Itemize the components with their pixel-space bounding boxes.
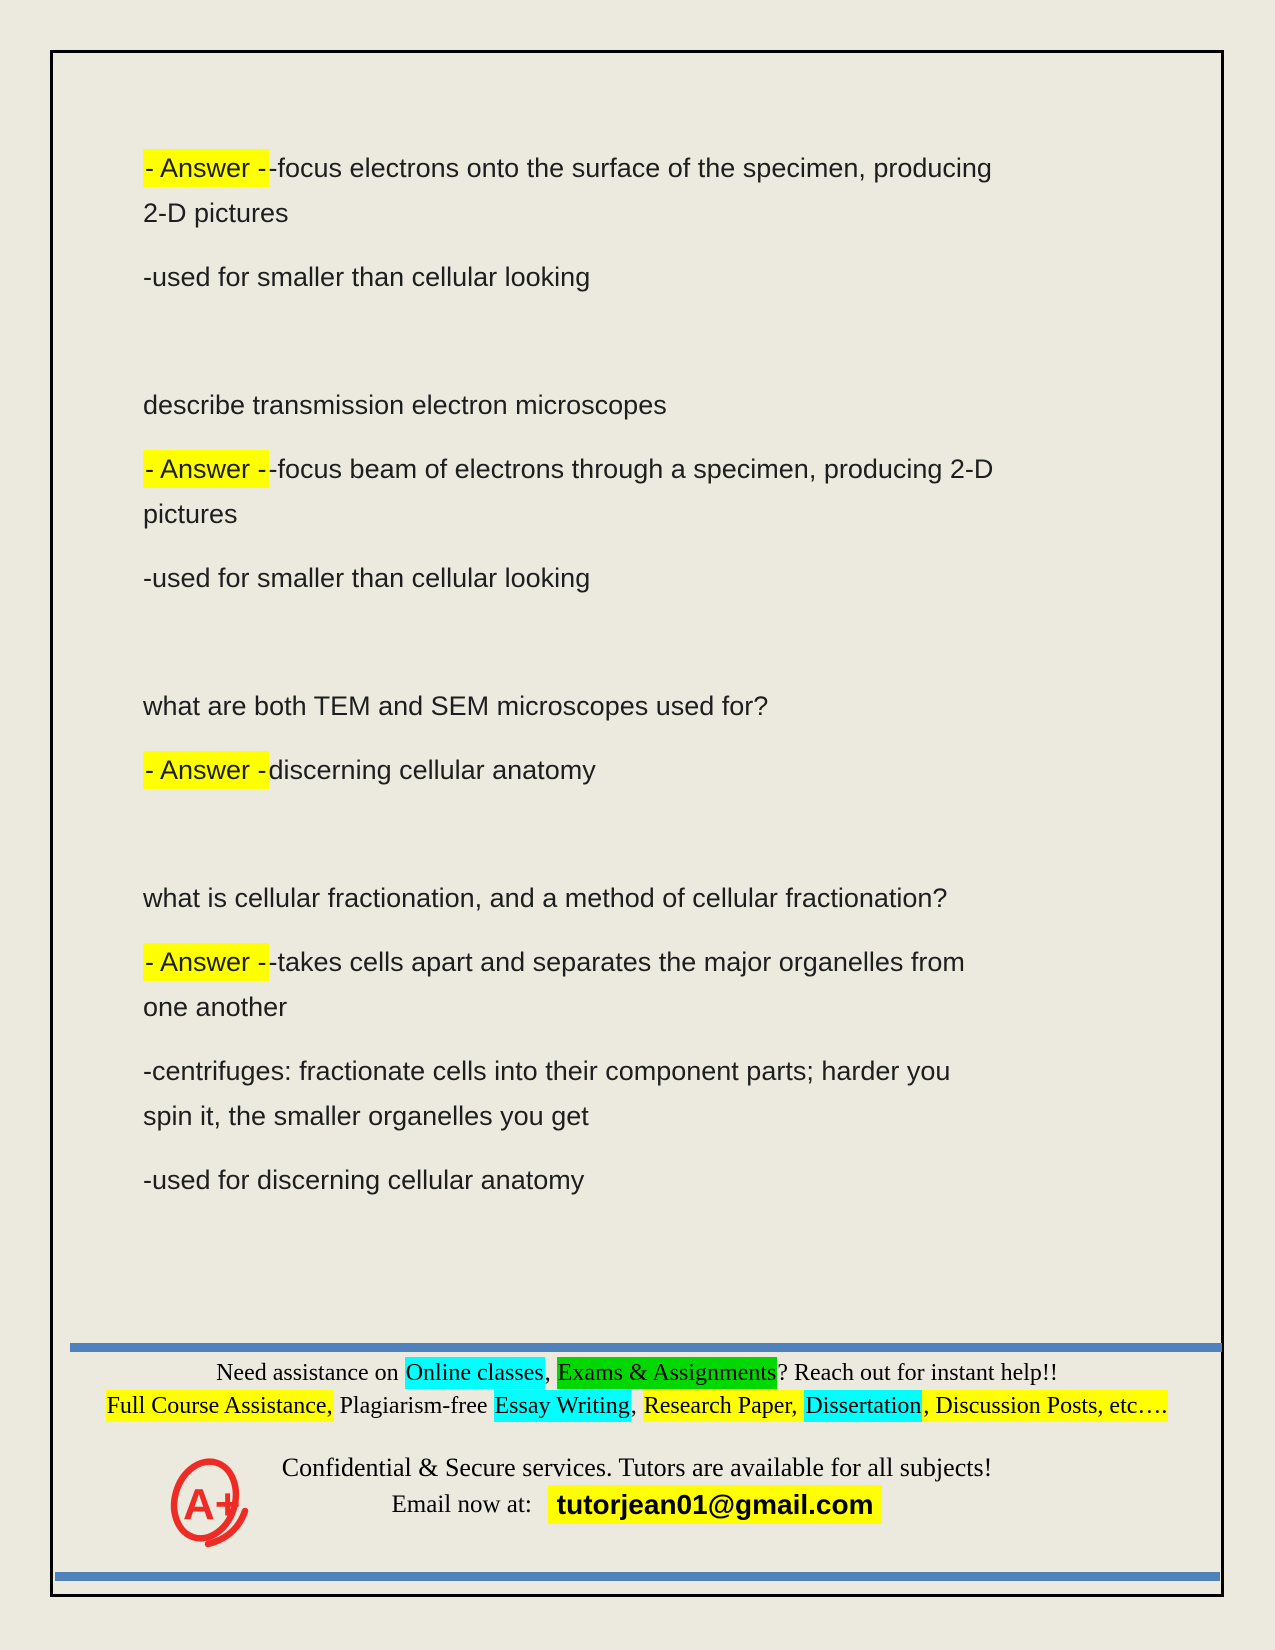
- text-run: ,: [630, 1393, 643, 1419]
- highlighted-text: Research Paper,: [643, 1390, 805, 1422]
- paragraph: [143, 255, 1161, 300]
- text-line: [143, 191, 1161, 236]
- logo-text: A+: [183, 1480, 241, 1529]
- highlighted-text: Dissertation: [804, 1390, 922, 1422]
- text-line: [143, 492, 1161, 537]
- paragraph: [143, 447, 1161, 537]
- paragraph: [143, 748, 1161, 793]
- top-divider-line: [70, 1343, 1222, 1352]
- paragraph: [143, 556, 1161, 601]
- paragraph: [143, 1158, 1161, 1203]
- highlighted-text: - Answer -: [143, 751, 269, 789]
- highlighted-text: - Answer -: [143, 149, 269, 187]
- text-line: [143, 255, 1161, 300]
- paragraph: [143, 383, 1161, 428]
- highlighted-text: - Answer -: [143, 450, 269, 488]
- highlighted-text: , Discussion Posts, etc….: [922, 1390, 1168, 1422]
- text-line: [143, 1049, 1161, 1094]
- text-run: Need assistance on: [216, 1360, 405, 1386]
- text-run: pictures: [143, 499, 238, 529]
- footer-line-3: Confidential & Secure services. Tutors are available for all subjects!: [281, 1453, 993, 1482]
- text-line: [143, 1158, 1161, 1203]
- paragraph: [143, 684, 1161, 729]
- footer-line-4: [53, 1489, 1221, 1520]
- text-line: [143, 940, 1161, 985]
- paragraph-spacer: [143, 812, 1161, 876]
- paragraph-spacer: [143, 319, 1161, 383]
- paragraph: [143, 940, 1161, 1030]
- highlighted-text: Online classes: [405, 1357, 545, 1389]
- text-line: [143, 876, 1161, 921]
- text-line: [143, 383, 1161, 428]
- text-run: -used for discerning cellular anatomy: [143, 1165, 585, 1195]
- text-run: what are both TEM and SEM microscopes used for?: [143, 691, 769, 721]
- text-run: 2-D pictures: [143, 198, 289, 228]
- text-run: -used for smaller than cellular looking: [143, 262, 591, 292]
- email-prefix-label: Email now at:: [391, 1491, 532, 1519]
- footer-line-2: [53, 1391, 1221, 1421]
- highlighted-text: Essay Writing: [494, 1390, 631, 1422]
- highlighted-text: Exams & Assignments: [557, 1357, 778, 1389]
- paragraph: [143, 1049, 1161, 1139]
- page-border: [50, 50, 1224, 1597]
- text-run: discerning cellular anatomy: [268, 755, 596, 785]
- text-run: -focus beam of electrons through a specimen, producing 2-D: [268, 454, 994, 484]
- highlighted-text: - Answer -: [143, 943, 269, 981]
- email-address: tutorjean01@gmail.com: [548, 1485, 883, 1524]
- text-run: -centrifuges: fractionate cells into their component parts; harder you: [143, 1056, 951, 1086]
- text-line: [143, 684, 1161, 729]
- text-run: ,: [544, 1360, 557, 1386]
- text-run: describe transmission electron microscopes: [143, 390, 667, 420]
- paragraph: [143, 876, 1161, 921]
- text-run: -takes cells apart and separates the major organelles from: [268, 947, 965, 977]
- bottom-divider-line: [55, 1572, 1220, 1581]
- footer-line-1: [53, 1358, 1221, 1388]
- text-line: [143, 146, 1161, 191]
- document-content: [53, 53, 1221, 1222]
- text-line: [143, 1094, 1161, 1139]
- text-run: -used for smaller than cellular looking: [143, 563, 591, 593]
- text-line: [143, 748, 1161, 793]
- text-run: what is cellular fractionation, and a method of cellular fractionation?: [143, 883, 948, 913]
- text-run: ? Reach out for instant help!!: [777, 1360, 1058, 1386]
- text-run: spin it, the smaller organelles you get: [143, 1101, 589, 1131]
- text-line: [143, 447, 1161, 492]
- highlighted-text: Full Course Assistance,: [106, 1390, 334, 1422]
- text-line: [143, 985, 1161, 1030]
- text-run: -focus electrons onto the surface of the specimen, producing: [268, 153, 992, 183]
- text-run: Plagiarism-free: [333, 1393, 494, 1419]
- text-line: [143, 556, 1161, 601]
- text-run: one another: [143, 992, 288, 1022]
- paragraph-spacer: [143, 620, 1161, 684]
- paragraph: [143, 146, 1161, 236]
